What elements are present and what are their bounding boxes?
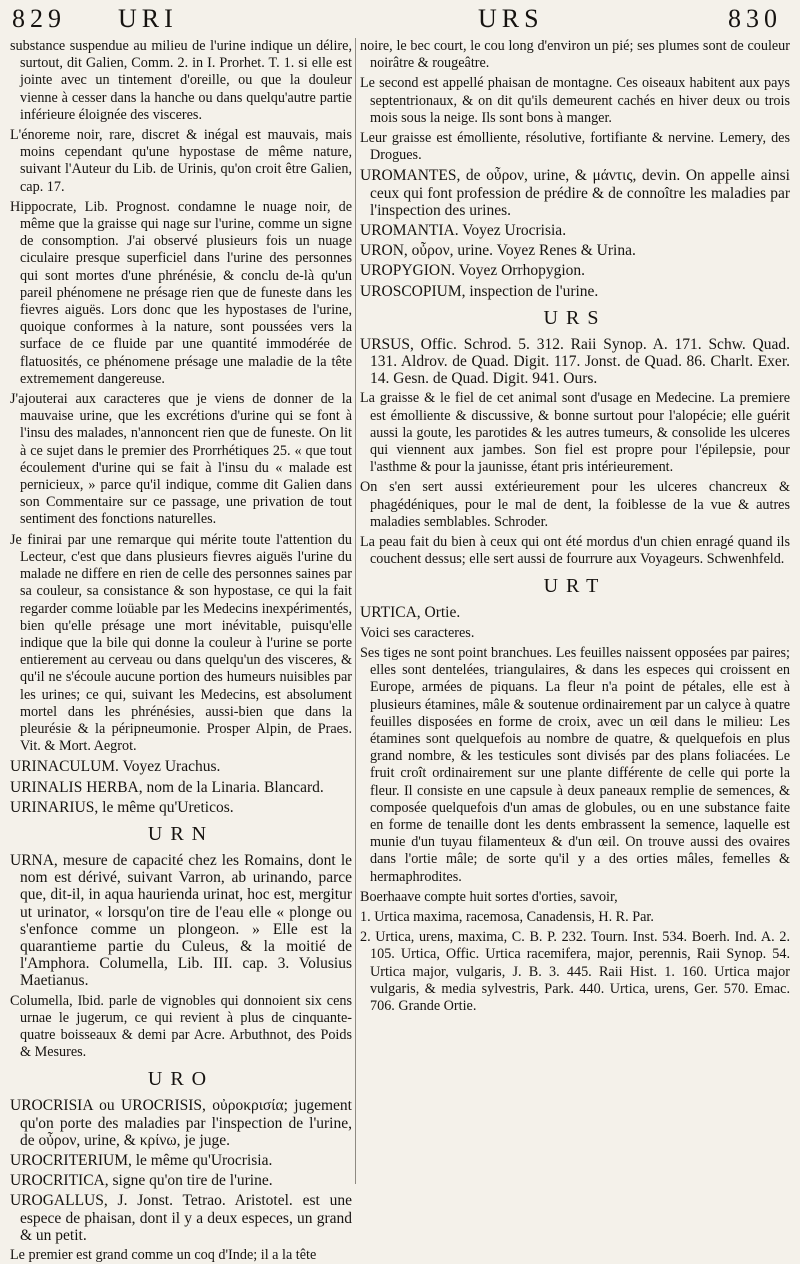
section-heading: URN bbox=[147, 822, 215, 845]
paragraph: La peau fait du bien à ceux qui ont été mordus d'un chien enragé quand ils couchent dessus; elle sert aussi de fourrure aux Voyageurs. Schwenhfeld. bbox=[360, 534, 790, 568]
right-column bbox=[360, 38, 790, 1188]
paragraph: L'énoreme noir, rare, discret & inégal est mauvais, mais moins cependant qu'une hypostase de même nature, suivant l'Auteur du Lib. de Urinis, qu'on croit être Galien, cap. 17. bbox=[10, 127, 352, 195]
section-heading: URT bbox=[543, 575, 607, 598]
dictionary-entry: UROPYGION. Voyez Orrhopygion. bbox=[360, 262, 586, 280]
column-divider bbox=[355, 38, 356, 1184]
paragraph: substance suspendue au milieu de l'urine indique un délire, surtout, dit Galien, Comm. 2. in I. Prorhet. T. 1. si elle est jointe avec un tintement d'oreille, ou que la douleur vienne à cesser dans la hanche ou dans quelqu'autre partie inférieure éloignée des visceres. bbox=[10, 38, 352, 123]
page-number-left: 829 bbox=[12, 4, 66, 33]
paragraph: Je finirai par une remarque qui mérite toute l'attention du Lecteur, c'est que dans plusieurs fievres aiguës l'urine du malade ne differe en rien de celle des personnes saines par sa couleur, sa consistance & son hypostase, ce qui la fait regarder comme loüable par les Medecins inexpérimentés, bien qu'elle présage une mort inévitable, puisqu'elle indique que la bile qui donne la couleur à l'urine se porte entierement au cerveau ou dans quelqu'un des visceres, & qu'il ne s'écoule aucune portion des humeurs nuisibles par les urines; ce qui, suivant les Medecins, est absolument mortel dans les phrénésies, aussi-bien que dans la pleurésie & la péripneumonie. Prosper Alpin, de Praes. Vit. & Mort. Aegrot. bbox=[10, 531, 352, 755]
paragraph: Le second est appellé phaisan de montagne. Ces oiseaux habitent aux pays septentrionaux, & on dit qu'ils demeurent cachés en hiver deux ou trois mois sous la neige. Ils sont bons à manger. bbox=[360, 75, 790, 126]
dictionary-entry: URINACULUM. Voyez Urachus. bbox=[10, 758, 221, 776]
dictionary-entry: UROMANTES, de οὖρον, urine, & μάντις, devin. On appelle ainsi ceux qui font profession de prédire & de connoître les maladies par l'inspection des urines. bbox=[360, 167, 790, 219]
paragraph: Ses tiges ne sont point branchues. Les feuilles naissent opposées par paires; elles sont dentelées, triangulaires, & dans les especes qui croissent en Europe, armées de piquans. La fleur n'a point de pétales, elle est à plusieurs étamines, mâle & soutenue ordinairement par un calyce à quatre feuilles disposées en forme de croix, avec un œil dans le milieu: Les étamines sont quelquefois au nombre de quatre, & quelquefois en plus grand nombre, & les testicules sont divisés par des plans foliacées. Le fruit croît ordinairement sur une plante différente de celle qui porte la fleur. Il consiste en une capsule à deux paneaux remplie de semences, & composée quelquefois d'un amas de globules, ou en une substance faite en forme de tenaille dont les dents embrassent la semence, laquelle est munie d'un tuyau filamenteux & d'un œil. On trouve aussi des ovaires dans l'ortie mâle; de sorte qu'il y a des orties mâles, femelles & hermaphrodites. bbox=[360, 644, 790, 885]
paragraph: Columella, Ibid. parle de vignobles qui donnoient six cens urnae le jugerum, ce qui revient à plus de cinquante-quatre boisseaux & demi par Acre. Arbuthnot, des Poids & Mesures. bbox=[10, 992, 352, 1061]
paragraph: 1. Urtica maxima, racemosa, Canadensis, H. R. Par. bbox=[360, 908, 654, 925]
left-column bbox=[10, 38, 352, 1263]
section-heading: URO bbox=[147, 1068, 215, 1091]
headword-right: URS bbox=[478, 4, 544, 33]
dictionary-entry: URINARIUS, le même qu'Ureticos. bbox=[10, 798, 234, 816]
dictionary-entry: UROGALLUS, J. Jonst. Tetrao. Aristotel. est une espece de phaisan, dont il y a deux especes, un grand & un petit. bbox=[10, 1192, 352, 1244]
dictionary-entry: UROSCOPIUM, inspection de l'urine. bbox=[360, 282, 599, 300]
dictionary-entry: URNA, mesure de capacité chez les Romains, dont le nom est dérivé, suivant Varron, ab urinando, parce que, dit-il, in aqua haurienda urinat, hoc est, mergitur ut urinator, « lorsqu'on tire de l'eau elle « plonge ou s'enfonce comme un plongeon. » Elle est la quarantieme partie du Culeus, & la moitié de l'Amphora. Columella, Lib. III. cap. 3. Volusius Maetianus. bbox=[10, 851, 352, 990]
paragraph: noire, le bec court, le cou long d'environ un pié; ses plumes sont de couleur noirâtre & rougeâtre. bbox=[360, 38, 790, 72]
dictionary-entry: UROCRITERIUM, le même qu'Urocrisia. bbox=[10, 1151, 273, 1169]
paragraph: La graisse & le fiel de cet animal sont d'usage en Medecine. La premiere est émolliente & discussive, & bonne surtout pour l'alopécie; elle guérit aussi la goute, les parotides & les autres tumeurs, & consolide les ulceres qui viennent aux jambes. Son fiel est propre pour l'épilepsie, pour l'asthme & pour la jaunisse, étant pris intérieurement. bbox=[360, 390, 790, 476]
dictionary-entry: URSUS, Offic. Schrod. 5. 312. Raii Synop. A. 171. Schw. Quad. 131. Aldrov. de Quad. Digit. 117. Jonst. de Quad. 86. Charlt. Exer. 14. Gesn. de Quad. Digit. 941. Ours. bbox=[360, 335, 790, 388]
paragraph: Voici ses caracteres. bbox=[360, 624, 475, 641]
dictionary-entry: URTICA, Ortie. bbox=[360, 604, 461, 622]
headword-left: URI bbox=[118, 4, 178, 33]
paragraph: Leur graisse est émolliente, résolutive, fortifiante & nervine. Lemery, des Drogues. bbox=[360, 130, 790, 164]
paragraph: Boerhaave compte huit sortes d'orties, savoir, bbox=[360, 888, 618, 905]
paragraph: J'ajouterai aux caracteres que je viens de donner de la mauvaise urine, que les excrétions d'urine qui se font à l'insu des malades, n'annoncent rien que de funeste. On lit à ce sujet dans le premier des Prorrhétiques 25. « que tout écoulement d'urine qui se fait à l'insu du « malade est pernicieux, » parce qu'il indique, comme dit Galien dans son Commentaire sur ce passage, une privation de tout sentiment des fonctions naturelles. bbox=[10, 391, 352, 528]
dictionary-entry: UROCRISIA ou UROCRISIS, οὐροκρισία; jugement qu'on porte des maladies par l'inspection de l'urine, de οὖρον, urine, & κρίνω, je juge. bbox=[10, 1097, 352, 1149]
dictionary-entry: URINALIS HERBA, nom de la Linaria. Blancard. bbox=[10, 778, 324, 796]
dictionary-entry: URON, οὖρον, urine. Voyez Renes & Urina. bbox=[360, 242, 636, 260]
paragraph: Hippocrate, Lib. Prognost. condamne le nuage noir, de même que la graisse qui nage sur l'urine, comme un signe de consomption. J'ai observé plusieurs fois un nuage ciculaire presque superficiel dans l'urine des personnes qui sont mortes d'une phrénésie, & conclu de-là qu'un pareil phénomene ne présage rien que de funeste dans les fievres aiguës. Lors donc que les hypostases de l'urine, quoique conformes à la nature, sont poussées vers la surface de ce fluide par une quantité immodérée de flatuosités, ce phénomene présage une maladie de la tête extremement dangereuse. bbox=[10, 198, 352, 387]
paragraph: 2. Urtica, urens, maxima, C. B. P. 232. Tourn. Inst. 534. Boerh. Ind. A. 2. 105. Urtica, Offic. Urtica racemifera, major, perennis, Raii Synop. 54. Urtica major, vulgaris, J. B. 3. 445. Raii Hist. 1. 160. Urtica major vulgaris, & media sylvestris, Park. 440. Urtica, urens, Ger. 570. Emac. 706. Grande Ortie. bbox=[360, 929, 790, 1014]
section-heading: URS bbox=[543, 306, 607, 329]
dictionary-entry: UROCRITICA, signe qu'on tire de l'urine. bbox=[10, 1172, 273, 1190]
page-number-right: 830 bbox=[728, 4, 782, 33]
paragraph: On s'en sert aussi extérieurement pour les ulceres chancreux & phagédéniques, pour le mal de dent, la foiblesse de la vue & autres maladies semblables. Schroder. bbox=[360, 479, 790, 530]
paragraph: Le premier est grand comme un coq d'Inde; il a la tête bbox=[10, 1247, 317, 1263]
running-header bbox=[0, 2, 800, 38]
dictionary-entry: UROMANTIA. Voyez Urocrisia. bbox=[360, 222, 567, 240]
